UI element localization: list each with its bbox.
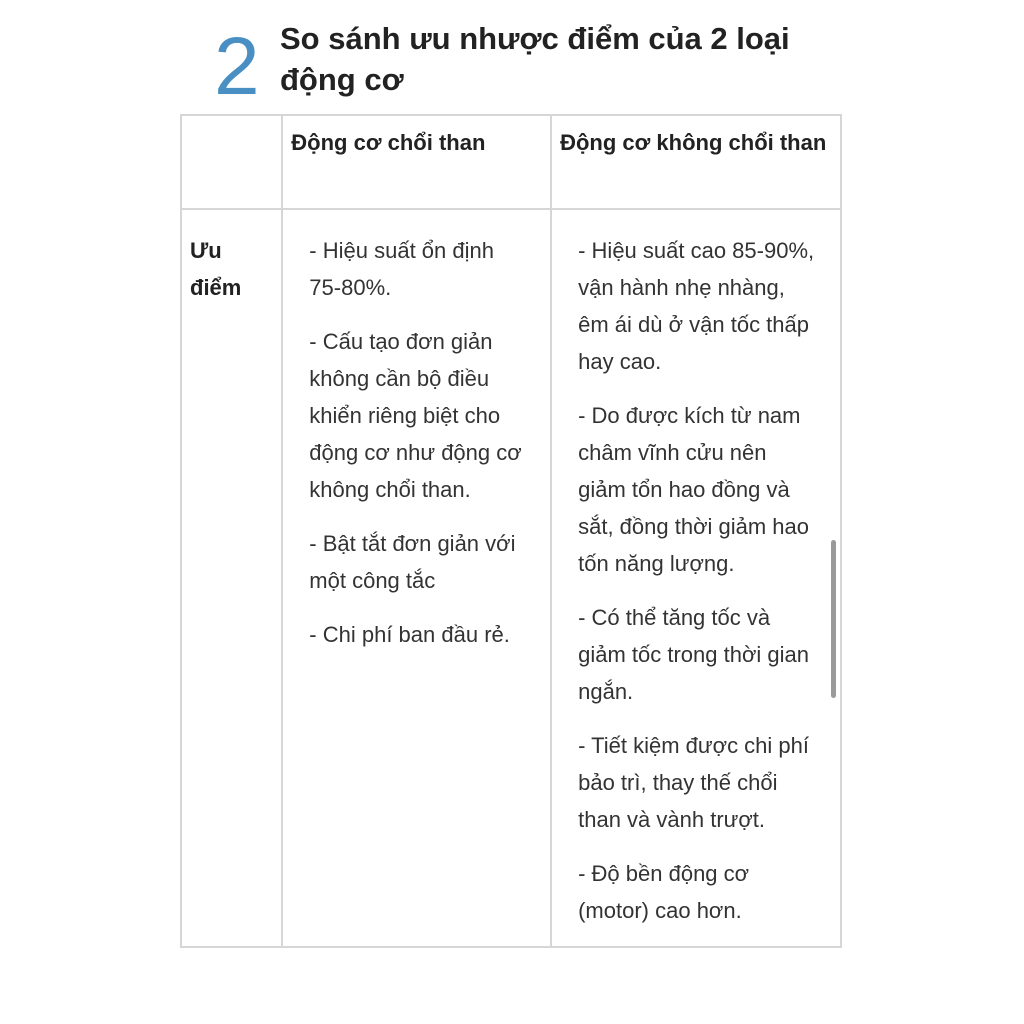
section-title: So sánh ưu nhược điểm của 2 loại động cơ	[280, 21, 790, 97]
list-item: - Hiệu suất cao 85-90%, vận hành nhẹ nhàng, êm ái dù ở vận tốc thấp hay cao.	[578, 238, 815, 374]
section-number: 2	[214, 21, 260, 112]
list-item: - Do được kích từ nam châm vĩnh cửu nên giảm tổn hao đồng và sắt, đồng thời giảm hao tốn năng lượng.	[578, 403, 810, 576]
list-item: - Có thể tăng tốc và giảm tốc trong thời gian ngắn.	[578, 605, 809, 704]
table-row-advantages	[181, 209, 841, 947]
list-item: - Bật tắt đơn giản với một công tắc	[309, 531, 516, 593]
vertical-scrollbar[interactable]	[831, 540, 836, 698]
list-item: - Hiệu suất ổn định 75-80%.	[309, 238, 494, 300]
comparison-table	[180, 114, 842, 948]
row-label-advantages: Ưu điểm	[181, 209, 282, 947]
header-brushed-motor: Động cơ chổi than	[282, 115, 551, 209]
list-item: - Chi phí ban đầu rẻ.	[309, 622, 510, 647]
brushed-advantages-cell	[282, 209, 551, 947]
list-item: - Tiết kiệm được chi phí bảo trì, thay thế chổi than và vành trượt.	[578, 733, 810, 832]
comparison-table-container[interactable]	[180, 114, 842, 1024]
header-brushless-motor: Động cơ không chổi than	[551, 115, 841, 209]
table-header-row	[181, 115, 841, 209]
list-item: - Cấu tạo đơn giản không cần bộ điều khiển riêng biệt cho động cơ như động cơ không chổi than.	[309, 329, 522, 502]
header-empty	[181, 115, 282, 209]
section-heading	[214, 18, 854, 112]
list-item: - Độ bền động cơ (motor) cao hơn.	[578, 861, 750, 923]
brushless-advantages-cell	[551, 209, 841, 947]
